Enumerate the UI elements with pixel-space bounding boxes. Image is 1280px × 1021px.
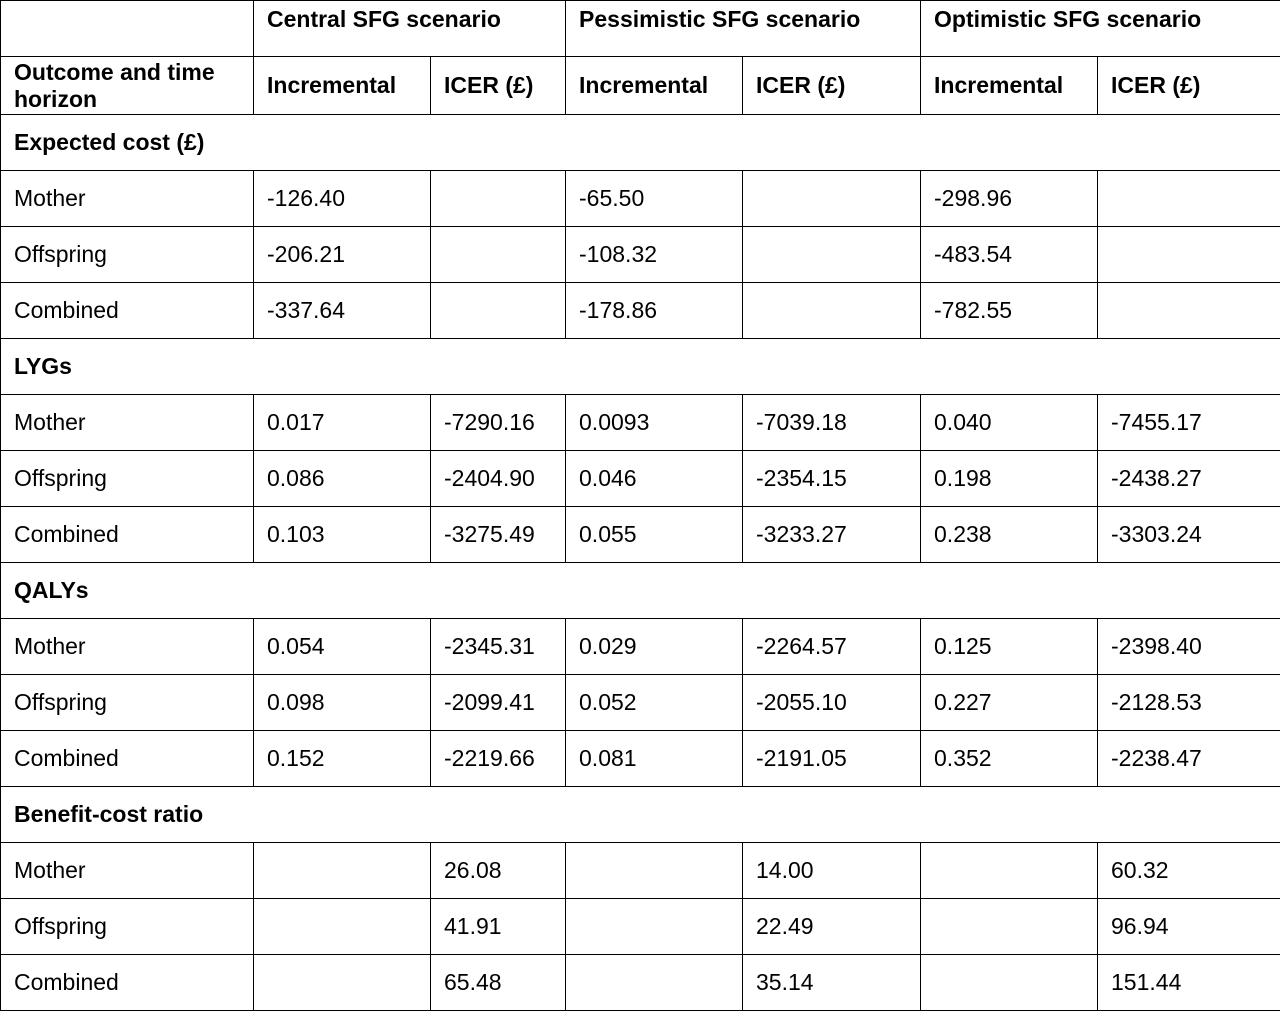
table-cell: 0.238 — [921, 507, 1098, 563]
table-cell: -298.96 — [921, 171, 1098, 227]
optimistic-incremental-header: Incremental — [921, 57, 1098, 115]
table-row — [1, 283, 1280, 339]
table-cell: 0.054 — [254, 619, 431, 675]
table-cell: 0.227 — [921, 675, 1098, 731]
table-cell: 0.103 — [254, 507, 431, 563]
corner-cell — [1, 1, 254, 57]
section-title: LYGs — [1, 339, 1280, 395]
table-cell: 35.14 — [743, 955, 921, 1011]
row-label: Combined — [1, 283, 254, 339]
table-row — [1, 675, 1280, 731]
table-cell: 60.32 — [1098, 843, 1280, 899]
row-label: Mother — [1, 619, 254, 675]
table-cell: 0.017 — [254, 395, 431, 451]
table-cell: 0.029 — [566, 619, 743, 675]
table-cell: -2191.05 — [743, 731, 921, 787]
table-cell: 0.040 — [921, 395, 1098, 451]
table-cell: -3275.49 — [431, 507, 566, 563]
table-cell: -178.86 — [566, 283, 743, 339]
table-row — [1, 899, 1280, 955]
table-cell: -3303.24 — [1098, 507, 1280, 563]
table-cell — [566, 843, 743, 899]
table-cell — [431, 283, 566, 339]
table-row — [1, 731, 1280, 787]
table-cell: -2264.57 — [743, 619, 921, 675]
column-header-row — [1, 57, 1280, 115]
row-label: Combined — [1, 731, 254, 787]
table-cell: 0.046 — [566, 451, 743, 507]
table-cell: -483.54 — [921, 227, 1098, 283]
section-row — [1, 339, 1280, 395]
table-cell — [1098, 283, 1280, 339]
table-row — [1, 171, 1280, 227]
table-cell: 0.081 — [566, 731, 743, 787]
table-cell: -7290.16 — [431, 395, 566, 451]
section-title: Expected cost (£) — [1, 115, 1280, 171]
table-cell: -3233.27 — [743, 507, 921, 563]
table-row — [1, 395, 1280, 451]
table-cell — [254, 899, 431, 955]
table-cell: -2354.15 — [743, 451, 921, 507]
table-cell: -7039.18 — [743, 395, 921, 451]
section-title: Benefit-cost ratio — [1, 787, 1280, 843]
table-cell — [921, 843, 1098, 899]
table-row — [1, 227, 1280, 283]
row-label: Offspring — [1, 227, 254, 283]
table-cell: 0.125 — [921, 619, 1098, 675]
table-cell — [1098, 227, 1280, 283]
table-cell: 96.94 — [1098, 899, 1280, 955]
table-cell: -2345.31 — [431, 619, 566, 675]
section-row — [1, 115, 1280, 171]
table-cell: -2099.41 — [431, 675, 566, 731]
row-label: Offspring — [1, 675, 254, 731]
table-cell: -2438.27 — [1098, 451, 1280, 507]
table-cell: 0.352 — [921, 731, 1098, 787]
table-cell: -2404.90 — [431, 451, 566, 507]
table-cell: 22.49 — [743, 899, 921, 955]
table-cell — [566, 899, 743, 955]
pessimistic-icer-header: ICER (£) — [743, 57, 921, 115]
table-cell: -2128.53 — [1098, 675, 1280, 731]
table-cell: 0.0093 — [566, 395, 743, 451]
table-cell: 26.08 — [431, 843, 566, 899]
table-row — [1, 451, 1280, 507]
pessimistic-scenario-header: Pessimistic SFG scenario — [566, 1, 921, 57]
table-cell: -108.32 — [566, 227, 743, 283]
row-label: Offspring — [1, 451, 254, 507]
table-cell — [254, 843, 431, 899]
table-cell: 0.055 — [566, 507, 743, 563]
table-cell: 0.086 — [254, 451, 431, 507]
table-cell: -2055.10 — [743, 675, 921, 731]
section-row — [1, 787, 1280, 843]
section-row — [1, 563, 1280, 619]
table-cell: -2238.47 — [1098, 731, 1280, 787]
table-cell: -337.64 — [254, 283, 431, 339]
table-cell: -782.55 — [921, 283, 1098, 339]
table-row — [1, 507, 1280, 563]
table-cell: -7455.17 — [1098, 395, 1280, 451]
central-scenario-header: Central SFG scenario — [254, 1, 566, 57]
table-cell: 0.198 — [921, 451, 1098, 507]
table-cell — [743, 171, 921, 227]
section-title: QALYs — [1, 563, 1280, 619]
table-cell: -65.50 — [566, 171, 743, 227]
scenario-header-row — [1, 1, 1280, 57]
central-icer-header: ICER (£) — [431, 57, 566, 115]
optimistic-scenario-header: Optimistic SFG scenario — [921, 1, 1280, 57]
table-cell: 0.052 — [566, 675, 743, 731]
table-cell — [743, 283, 921, 339]
table-cell — [431, 171, 566, 227]
table-cell: -206.21 — [254, 227, 431, 283]
row-label: Mother — [1, 395, 254, 451]
table-cell: 65.48 — [431, 955, 566, 1011]
table-row — [1, 619, 1280, 675]
table-row — [1, 955, 1280, 1011]
table-row — [1, 843, 1280, 899]
table-cell: -126.40 — [254, 171, 431, 227]
pessimistic-incremental-header: Incremental — [566, 57, 743, 115]
table-cell: -2398.40 — [1098, 619, 1280, 675]
table-cell — [921, 955, 1098, 1011]
table-cell — [921, 899, 1098, 955]
table-cell — [743, 227, 921, 283]
outcome-column-header: Outcome and time horizon — [1, 57, 254, 115]
table-cell: 0.152 — [254, 731, 431, 787]
row-label: Mother — [1, 171, 254, 227]
central-incremental-header: Incremental — [254, 57, 431, 115]
table-cell: -2219.66 — [431, 731, 566, 787]
row-label: Combined — [1, 507, 254, 563]
table-cell — [566, 955, 743, 1011]
row-label: Mother — [1, 843, 254, 899]
row-label: Offspring — [1, 899, 254, 955]
table-cell — [1098, 171, 1280, 227]
table-cell: 14.00 — [743, 843, 921, 899]
table-cell: 41.91 — [431, 899, 566, 955]
row-label: Combined — [1, 955, 254, 1011]
table-cell — [431, 227, 566, 283]
table-cell — [254, 955, 431, 1011]
table-cell: 151.44 — [1098, 955, 1280, 1011]
optimistic-icer-header: ICER (£) — [1098, 57, 1280, 115]
table-cell: 0.098 — [254, 675, 431, 731]
